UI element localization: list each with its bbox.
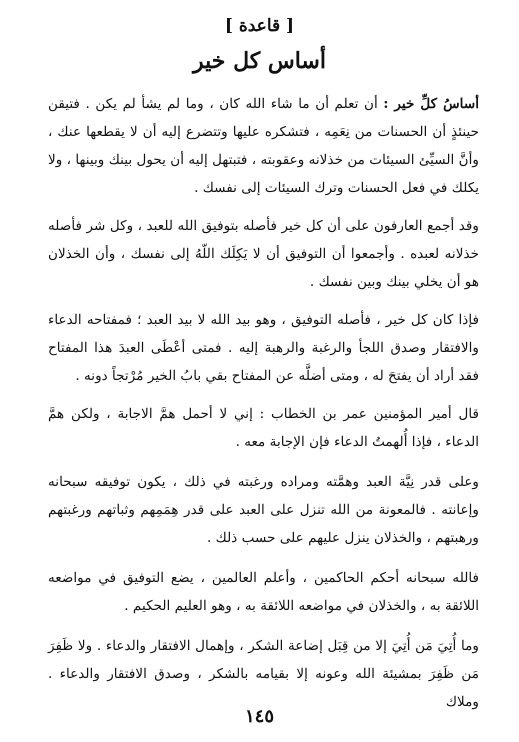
paragraph-6: فالله سبحانه أحكم الحاكمين ، وأعلم العالمين ، يضع التوفيق في مواضعه اللائقة به ، والخذلان في مواضعه اللائقة به ، وهو العليم الحكيم . bbox=[48, 570, 479, 614]
paragraph-5: وعلى قدر نِيَّة العبد وهمَّته ومراده ورغبته في ذلك ، يكون توفيقه سبحانه وإعانته . فالمعونة من الله تنزل على العبد على قدر هِمَمِهم وثباتهم ورغبتهم ورهبتهم ، والخذلان ينزل عليهم على حسب ذلك . bbox=[48, 474, 479, 546]
paragraph-7: وما أُتِيَ مَن أُتِيَ إلا من قِبَل إضاعة الشكر ، وإهمال الافتقار والدعاء . ولا ظَفِرَ مَن ظَفِرَ بمشيئة الله وعونه إلا بقيامه بالشكر ، وصدق الافتقار والدعاء . وملاك bbox=[48, 638, 479, 710]
page-body bbox=[48, 90, 479, 716]
paragraph-1-lead: أساسُ كلِّ خير : bbox=[383, 96, 479, 112]
page-number: ١٤٥ bbox=[244, 706, 274, 727]
paragraph-1-text: أن تعلم أن ما شاء الله كان ، وما لم يشأ لم يكن . فتيقن حينئذٍ أن الحسنات من نِعَمِه ، فتشكره عليها وتتضرع إليه أن لا يقطعها عنك ، وأنَّ السيِّئ السيئات من خذلانه وعقوبته ، فتبتهل إليه أن يحول بينك وبينها ، ولا يكلك في فعل الحسنات وترك السيئات إلى نفسك . bbox=[48, 96, 479, 196]
paragraph-1 bbox=[48, 90, 479, 202]
paragraph-3: فإذا كان كل خير ، فأصله التوفيق ، وهو بيد الله لا بيد العبد ؛ فمفتاحه الدعاء والافتقار وصدق اللجأ والرغبة والرهبة إليه . فمتى أعْطَى العبدَ هذا المفتاح فقد أراد أن يفتحَ له ، ومتى أضلَّه عن المفتاح بقي بابُ الخير مُرْتجاً دونه . bbox=[48, 312, 479, 384]
paragraph-4: قال أمير المؤمنين عمر بن الخطاب : إني لا أحمل همَّ الاجابة ، ولكن همَّ الدعاء ، فإذا أُلهمتُ الدعاء فإن الإجابة معه . bbox=[48, 406, 479, 450]
paragraph-2: وقد أجمع العارفون على أن كل خير فأصله بتوفيق الله للعبد ، وكل شر فأصله خذلانه لعبده . وأجمعوا أن التوفيق أن لا يَكِلَك اللّهُ إلى نفسك ، وأن الخذلان هو أن يخلي بينك وبين نفسك . bbox=[48, 218, 479, 290]
page-title: أساس كل خير bbox=[193, 48, 326, 74]
section-kicker: [ قاعدة ] bbox=[224, 16, 295, 36]
